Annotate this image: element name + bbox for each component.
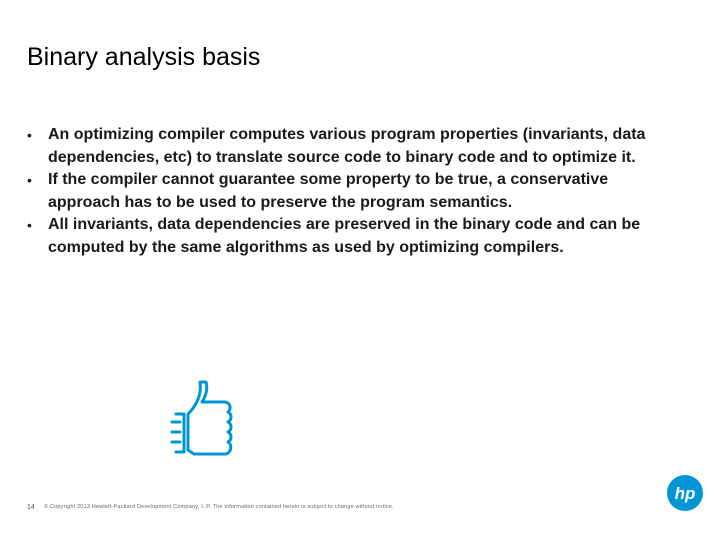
bullet-marker: • [27,217,32,233]
copyright-notice: © Copyright 2013 Hewlett-Packard Development Company, L.P. The information contained herein is subject to change without notice. [44,504,394,510]
bullet-marker: • [27,127,32,143]
bullet-marker: • [27,172,32,188]
thumbs-up-hand-icon [166,376,240,468]
hp-logo-text: hp [674,484,696,503]
bullet-text: An optimizing compiler computes various program properties (invariants, data dependencies, etc) to translate source code to binary code and to optimize it. [48,126,646,166]
hp-logo-icon [666,474,704,512]
bullet-item [27,214,667,259]
bullet-item [27,169,667,214]
bullet-list [27,124,667,259]
bullet-item [27,124,667,169]
bullet-text: If the compiler cannot guarantee some property to be true, a conservative approach has to be used to preserve the program semantics. [48,171,609,211]
slide-title: Binary analysis basis [27,42,261,71]
slide-number: 14 [27,504,35,511]
bullet-text: All invariants, data dependencies are preserved in the binary code and can be computed by the same algorithms as used by optimizing compilers. [48,216,641,256]
